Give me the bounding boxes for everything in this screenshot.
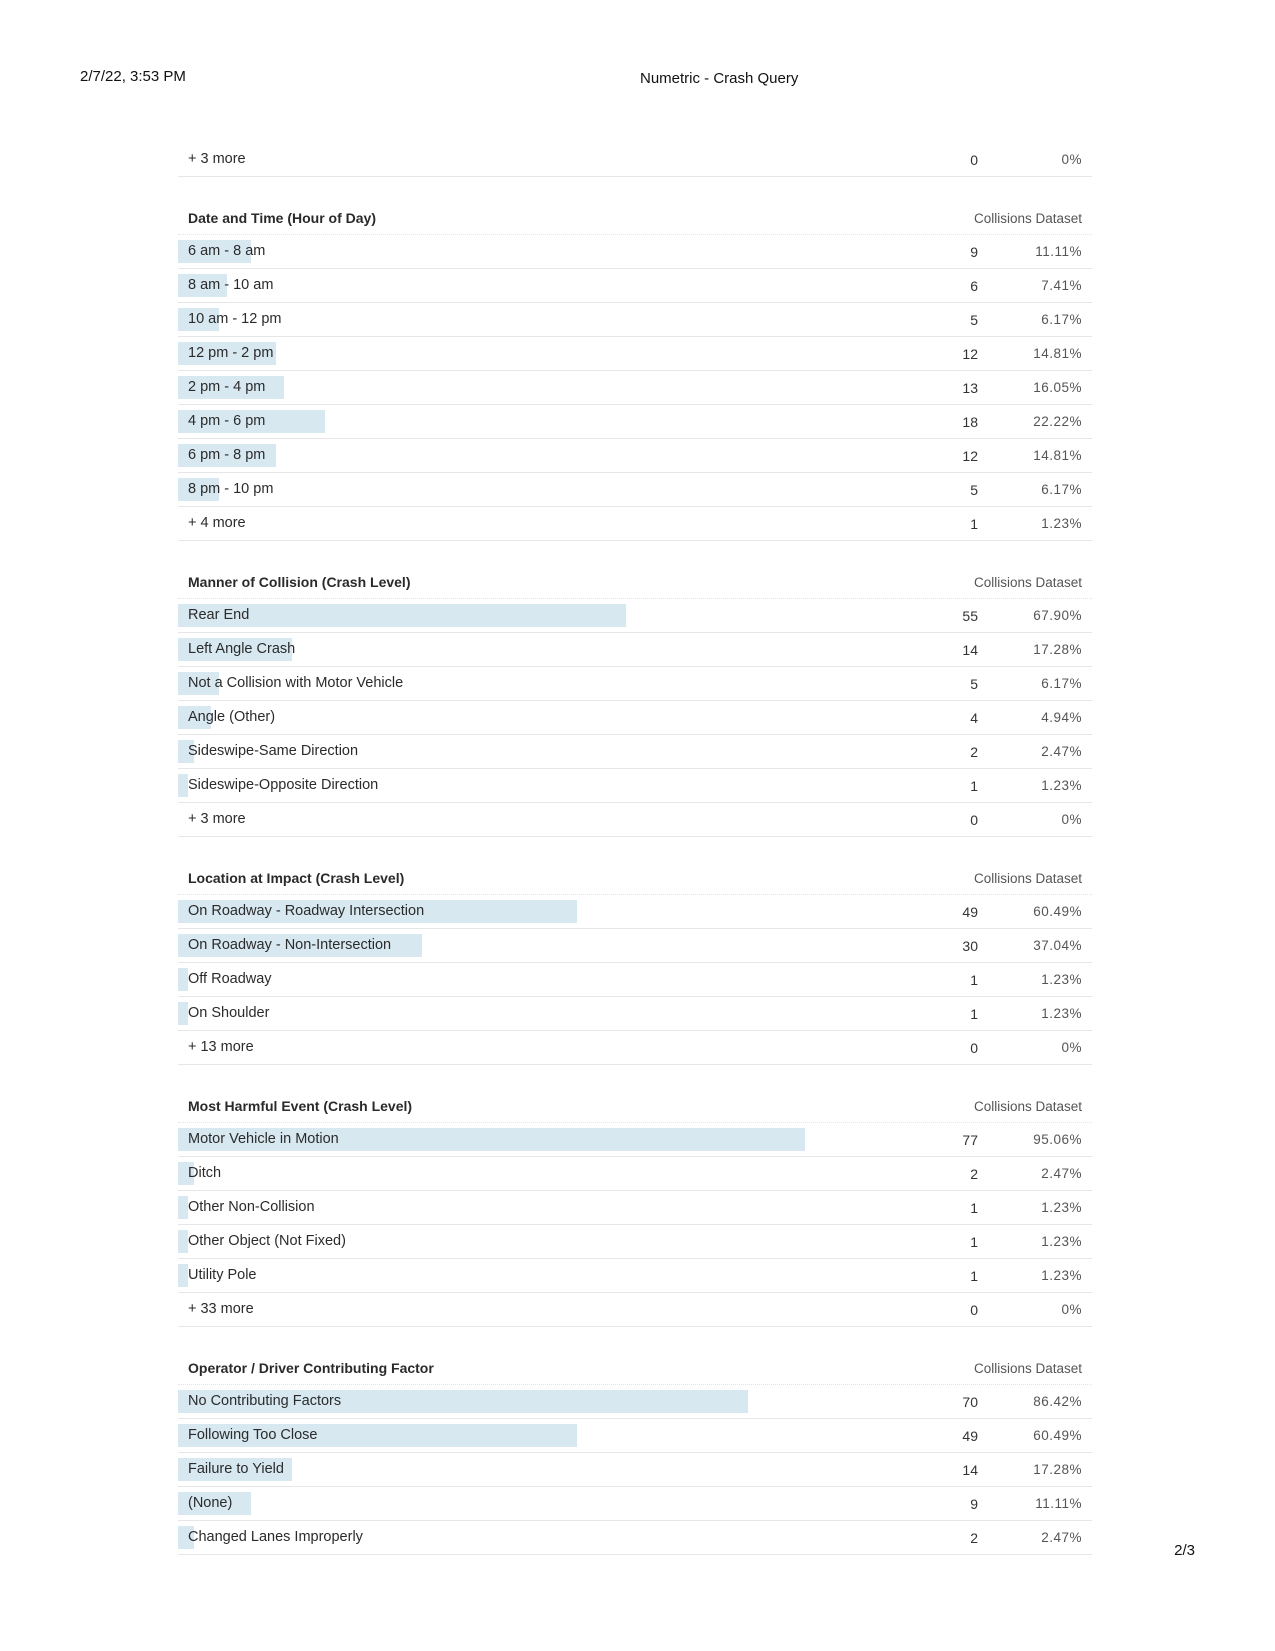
row-count: 1 (970, 778, 978, 794)
row-count: 9 (970, 1496, 978, 1512)
list-item[interactable] (178, 1123, 1092, 1157)
row-percent: 4.94% (1041, 710, 1082, 725)
section-title: Operator / Driver Contributing Factor (188, 1360, 434, 1376)
row-label: + 3 more (188, 811, 246, 827)
row-percent: 37.04% (1033, 938, 1082, 953)
row-label: On Roadway - Non-Intersection (188, 937, 392, 953)
row-percent: 2.47% (1041, 744, 1082, 759)
list-item[interactable] (178, 701, 1092, 735)
list-item[interactable] (178, 929, 1092, 963)
row-percent: 1.23% (1041, 1200, 1082, 1215)
list-item[interactable] (178, 405, 1092, 439)
row-label: On Shoulder (188, 1005, 270, 1021)
list-item[interactable] (178, 769, 1092, 803)
row-label: 4 pm - 6 pm (188, 413, 266, 429)
row-count: 1 (970, 1268, 978, 1284)
section-dataset-label: Collisions Dataset (973, 575, 1082, 590)
row-percent: 2.47% (1041, 1530, 1082, 1545)
row-percent: 60.49% (1033, 1428, 1082, 1443)
row-percent: 6.17% (1041, 482, 1082, 497)
row-label: 6 pm - 8 pm (188, 447, 266, 463)
row-percent: 16.05% (1033, 380, 1082, 395)
row-label: 2 pm - 4 pm (188, 379, 266, 395)
section-header (178, 202, 1092, 235)
row-label: Failure to Yield (188, 1461, 284, 1477)
list-item[interactable] (178, 235, 1092, 269)
list-item[interactable] (178, 997, 1092, 1031)
row-label: 8 pm - 10 pm (188, 481, 274, 497)
row-count: 30 (962, 938, 978, 954)
row-label: + 3 more (188, 151, 246, 167)
row-label: 12 pm - 2 pm (188, 345, 274, 361)
list-item[interactable] (178, 507, 1092, 541)
row-label: Rear End (188, 607, 250, 623)
section-title: Manner of Collision (Crash Level) (188, 574, 411, 590)
list-item[interactable] (178, 1293, 1092, 1327)
report-section (178, 1352, 1092, 1555)
row-percent: 14.81% (1033, 448, 1082, 463)
row-label: Motor Vehicle in Motion (188, 1131, 339, 1147)
list-item[interactable] (178, 633, 1092, 667)
list-item[interactable] (178, 1225, 1092, 1259)
row-label: Not a Collision with Motor Vehicle (188, 675, 404, 691)
value-bar (178, 1196, 188, 1219)
row-label: Sideswipe-Same Direction (188, 743, 359, 759)
row-count: 2 (970, 1166, 978, 1182)
row-label: (None) (188, 1495, 233, 1511)
list-item[interactable] (178, 473, 1092, 507)
list-item[interactable] (178, 1157, 1092, 1191)
list-item[interactable] (178, 1031, 1092, 1065)
value-bar (178, 1230, 188, 1253)
row-count: 2 (970, 744, 978, 760)
list-item[interactable] (178, 667, 1092, 701)
print-title: Numetric - Crash Query (640, 70, 799, 87)
row-count: 9 (970, 244, 978, 260)
row-label: + 33 more (188, 1301, 254, 1317)
row-label: 8 am - 10 am (188, 277, 274, 293)
row-label: Angle (Other) (188, 709, 276, 725)
list-item[interactable] (178, 143, 1092, 177)
section-title: Location at Impact (Crash Level) (188, 870, 405, 886)
section-header (178, 1352, 1092, 1385)
list-item[interactable] (178, 269, 1092, 303)
section-dataset-label: Collisions Dataset (973, 1099, 1082, 1114)
list-item[interactable] (178, 1385, 1092, 1419)
row-label: Ditch (188, 1165, 222, 1181)
row-percent: 1.23% (1041, 972, 1082, 987)
row-count: 5 (970, 676, 978, 692)
row-count: 6 (970, 278, 978, 294)
row-percent: 86.42% (1033, 1394, 1082, 1409)
row-count: 70 (962, 1394, 978, 1410)
row-percent: 1.23% (1041, 778, 1082, 793)
section-header (178, 566, 1092, 599)
list-item[interactable] (178, 1259, 1092, 1293)
row-count: 12 (962, 448, 978, 464)
row-percent: 17.28% (1033, 642, 1082, 657)
row-percent: 6.17% (1041, 312, 1082, 327)
row-label: On Roadway - Roadway Intersection (188, 903, 425, 919)
row-count: 1 (970, 1006, 978, 1022)
row-count: 18 (962, 414, 978, 430)
list-item[interactable] (178, 599, 1092, 633)
section-title: Most Harmful Event (Crash Level) (188, 1098, 413, 1114)
value-bar (178, 968, 188, 991)
report-section (178, 143, 1092, 177)
row-label: 6 am - 8 am (188, 243, 266, 259)
row-count: 5 (970, 482, 978, 498)
row-percent: 22.22% (1033, 414, 1082, 429)
row-label: Other Object (Not Fixed) (188, 1233, 346, 1249)
page-number: 2/3 (1174, 1542, 1195, 1559)
section-header (178, 862, 1092, 895)
report-section (178, 566, 1092, 837)
row-count: 1 (970, 516, 978, 532)
row-label: Left Angle Crash (188, 641, 296, 657)
row-label: Sideswipe-Opposite Direction (188, 777, 379, 793)
section-dataset-label: Collisions Dataset (973, 211, 1082, 226)
report-content (178, 143, 1092, 1555)
section-header (178, 1090, 1092, 1123)
list-item[interactable] (178, 1453, 1092, 1487)
row-percent: 1.23% (1041, 1268, 1082, 1283)
list-item[interactable] (178, 1487, 1092, 1521)
list-item[interactable] (178, 1419, 1092, 1453)
list-item[interactable] (178, 439, 1092, 473)
list-item[interactable] (178, 1191, 1092, 1225)
list-item[interactable] (178, 963, 1092, 997)
row-percent: 11.11% (1035, 244, 1082, 259)
row-label: + 4 more (188, 515, 246, 531)
print-datetime: 2/7/22, 3:53 PM (80, 68, 186, 85)
row-count: 55 (962, 608, 978, 624)
row-count: 13 (962, 380, 978, 396)
row-percent: 67.90% (1033, 608, 1082, 623)
row-label: Changed Lanes Improperly (188, 1529, 363, 1545)
value-bar (178, 1002, 188, 1025)
row-percent: 95.06% (1033, 1132, 1082, 1147)
row-percent: 0% (1061, 812, 1082, 827)
row-count: 0 (970, 812, 978, 828)
list-item[interactable] (178, 303, 1092, 337)
row-count: 49 (962, 1428, 978, 1444)
row-percent: 6.17% (1041, 676, 1082, 691)
section-dataset-label: Collisions Dataset (973, 871, 1082, 886)
row-percent: 17.28% (1033, 1462, 1082, 1477)
list-item[interactable] (178, 1521, 1092, 1555)
row-count: 1 (970, 1200, 978, 1216)
row-percent: 0% (1061, 1040, 1082, 1055)
value-bar (178, 774, 188, 797)
row-count: 14 (962, 642, 978, 658)
row-percent: 14.81% (1033, 346, 1082, 361)
row-percent: 1.23% (1041, 1234, 1082, 1249)
row-count: 2 (970, 1530, 978, 1546)
row-count: 1 (970, 1234, 978, 1250)
row-label: Following Too Close (188, 1427, 318, 1443)
row-percent: 0% (1061, 152, 1082, 167)
report-section (178, 862, 1092, 1065)
row-count: 4 (970, 710, 978, 726)
row-percent: 1.23% (1041, 516, 1082, 531)
row-count: 1 (970, 972, 978, 988)
list-item[interactable] (178, 735, 1092, 769)
row-count: 49 (962, 904, 978, 920)
section-dataset-label: Collisions Dataset (973, 1361, 1082, 1376)
row-label: + 13 more (188, 1039, 254, 1055)
report-section (178, 202, 1092, 541)
list-item[interactable] (178, 803, 1092, 837)
row-label: No Contributing Factors (188, 1393, 342, 1409)
row-label: 10 am - 12 pm (188, 311, 282, 327)
row-percent: 2.47% (1041, 1166, 1082, 1181)
list-item[interactable] (178, 895, 1092, 929)
row-count: 12 (962, 346, 978, 362)
list-item[interactable] (178, 371, 1092, 405)
row-count: 0 (970, 1040, 978, 1056)
row-label: Utility Pole (188, 1267, 257, 1283)
list-item[interactable] (178, 337, 1092, 371)
row-count: 5 (970, 312, 978, 328)
row-percent: 0% (1061, 1302, 1082, 1317)
row-label: Other Non-Collision (188, 1199, 315, 1215)
row-count: 0 (970, 1302, 978, 1318)
row-count: 77 (962, 1132, 978, 1148)
section-title: Date and Time (Hour of Day) (188, 210, 376, 226)
print-header (0, 68, 1275, 92)
row-percent: 11.11% (1035, 1496, 1082, 1511)
row-count: 0 (970, 152, 978, 168)
row-count: 14 (962, 1462, 978, 1478)
report-section (178, 1090, 1092, 1327)
value-bar (178, 1264, 188, 1287)
row-percent: 7.41% (1041, 278, 1082, 293)
row-label: Off Roadway (188, 971, 272, 987)
row-percent: 60.49% (1033, 904, 1082, 919)
row-percent: 1.23% (1041, 1006, 1082, 1021)
